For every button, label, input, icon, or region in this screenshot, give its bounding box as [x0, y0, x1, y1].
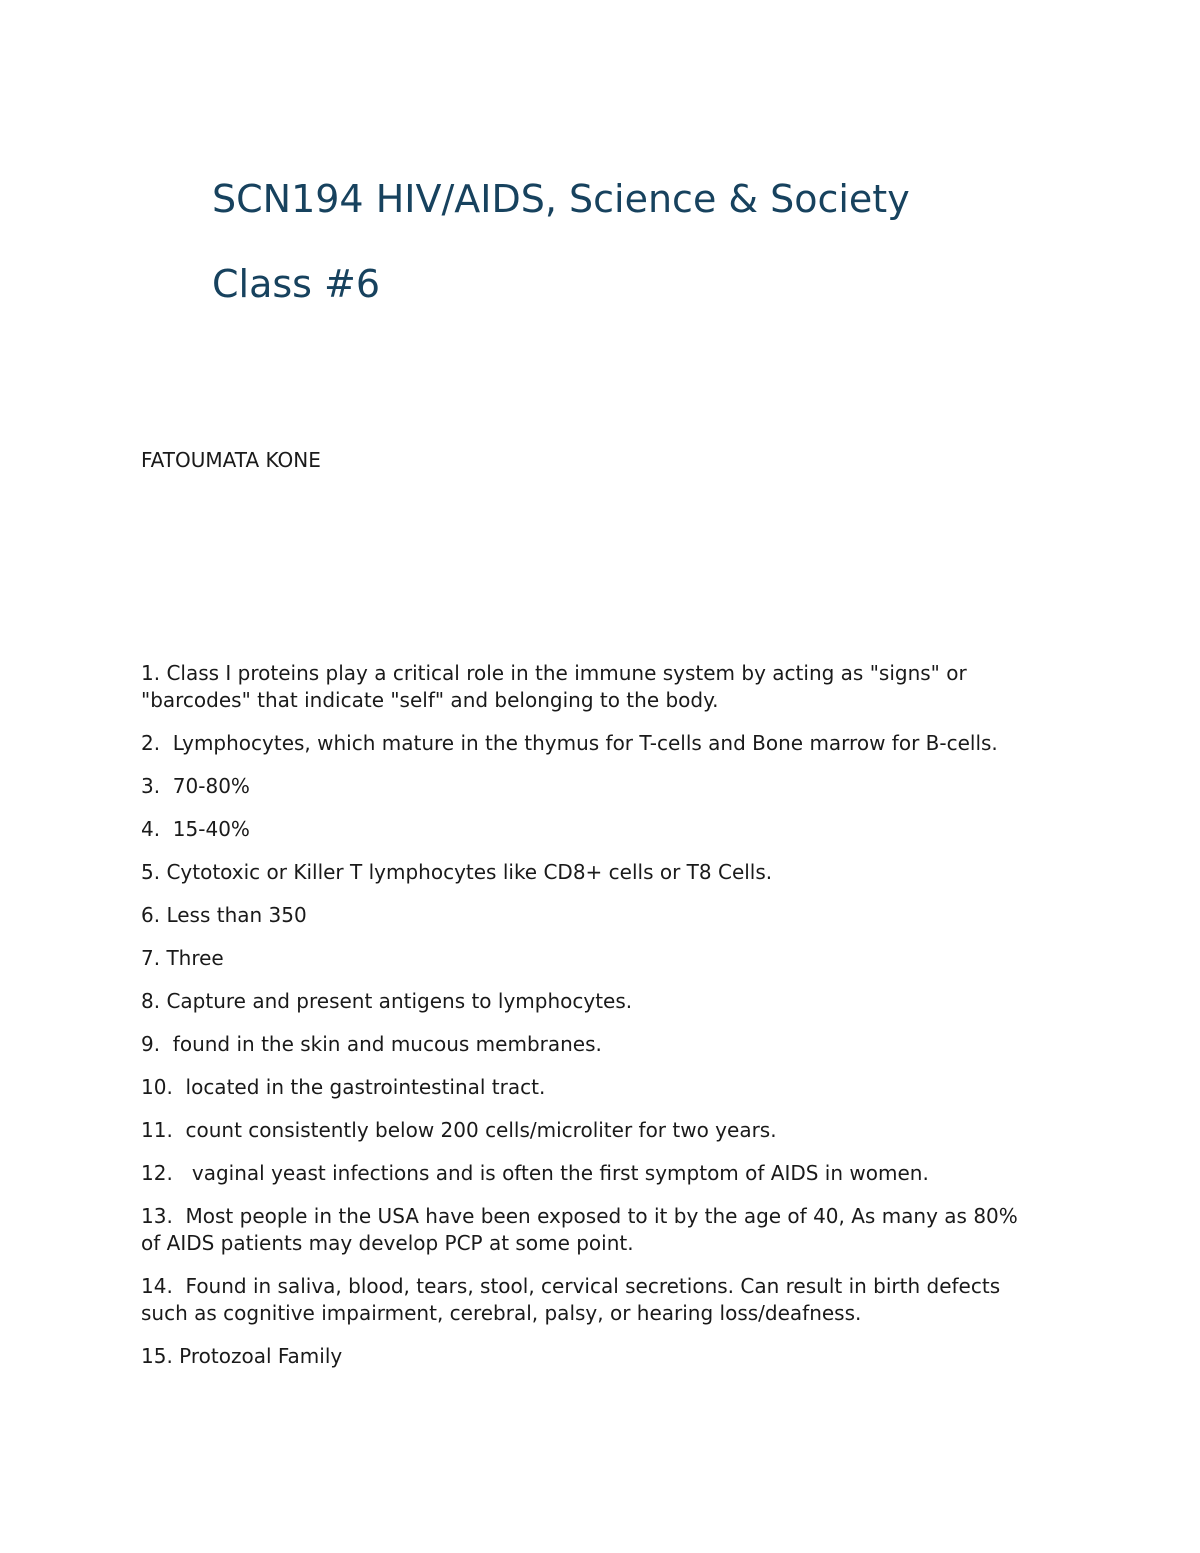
answer-item: 8. Capture and present antigens to lymphocytes. [141, 989, 633, 1013]
answer-item: 5. Cytotoxic or Killer T lymphocytes like CD8+ cells or T8 Cells. [141, 860, 773, 884]
answer-item: 12. vaginal yeast infections and is often the first symptom of AIDS in women. [141, 1161, 929, 1185]
answer-item: 3. 70-80% [141, 774, 250, 798]
answer-item: 14. Found in saliva, blood, tears, stool, cervical secretions. Can result in birth defects such as cognitive impairment, cerebral, palsy, or hearing loss/deafness. [141, 1274, 1007, 1325]
answer-item: 4. 15-40% [141, 817, 250, 841]
answer-item: 13. Most people in the USA have been exposed to it by the age of 40, As many as 80% of AIDS patients may develop PCP at some point. [141, 1204, 1025, 1255]
answer-list [141, 660, 1041, 1386]
answer-item: 10. located in the gastrointestinal tract. [141, 1075, 546, 1099]
answer-item: 2. Lymphocytes, which mature in the thymus for T-cells and Bone marrow for B-cells. [141, 731, 998, 755]
document-subtitle: Class #6 [212, 262, 381, 306]
answer-item: 6. Less than 350 [141, 903, 307, 927]
answer-item: 11. count consistently below 200 cells/microliter for two years. [141, 1118, 777, 1142]
answer-item: 1. Class I proteins play a critical role in the immune system by acting as "signs" or "barcodes" that indicate "self" and belonging to the body. [141, 661, 974, 712]
answer-item: 15. Protozoal Family [141, 1344, 343, 1368]
author-name: FATOUMATA KONE [141, 448, 321, 472]
answer-item: 9. found in the skin and mucous membranes. [141, 1032, 602, 1056]
answer-item: 7. Three [141, 946, 224, 970]
document-title: SCN194 HIV/AIDS, Science & Society [212, 177, 910, 221]
